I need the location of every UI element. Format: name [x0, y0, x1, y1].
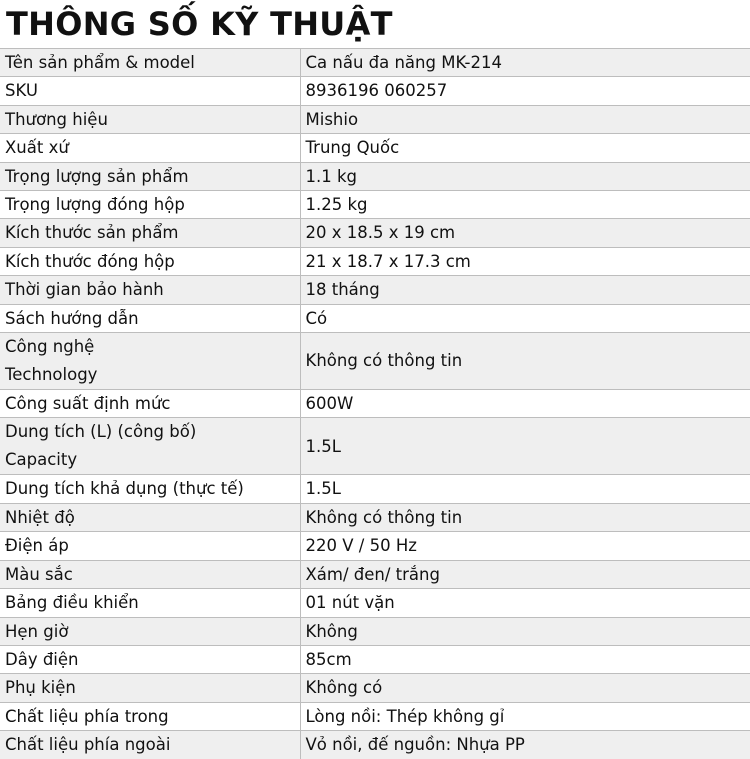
table-row	[0, 731, 750, 759]
spec-label: Hẹn giờ	[0, 617, 300, 645]
table-row	[0, 589, 750, 617]
spec-value: 8936196 060257	[300, 77, 750, 105]
table-row	[0, 77, 750, 105]
spec-label: Trọng lượng sản phẩm	[0, 162, 300, 190]
table-row	[0, 304, 750, 332]
spec-label: Điện áp	[0, 532, 300, 560]
table-row	[0, 503, 750, 531]
table-row	[0, 702, 750, 730]
spec-label: Chất liệu phía trong	[0, 702, 300, 730]
table-row	[0, 674, 750, 702]
spec-value: 21 x 18.7 x 17.3 cm	[300, 247, 750, 275]
table-row	[0, 617, 750, 645]
table-row	[0, 532, 750, 560]
table-row	[0, 219, 750, 247]
spec-value: 01 nút vặn	[300, 589, 750, 617]
spec-label-line: Capacity	[5, 450, 78, 470]
spec-label-line: Dung tích (L) (công bố)	[5, 422, 197, 442]
table-row	[0, 105, 750, 133]
spec-label: Công suất định mức	[0, 390, 300, 418]
spec-label: Tên sản phẩm & model	[0, 49, 300, 77]
spec-value: 1.5L	[300, 418, 750, 475]
spec-value: 600W	[300, 390, 750, 418]
spec-label: Màu sắc	[0, 560, 300, 588]
spec-value: Mishio	[300, 105, 750, 133]
spec-value: 85cm	[300, 645, 750, 673]
spec-label	[0, 333, 300, 390]
spec-value: Vỏ nồi, đế nguồn: Nhựa PP	[300, 731, 750, 759]
spec-value: Không có thông tin	[300, 503, 750, 531]
spec-label	[0, 418, 300, 475]
spec-value: Lòng nồi: Thép không gỉ	[300, 702, 750, 730]
spec-label: Nhiệt độ	[0, 503, 300, 531]
table-row	[0, 162, 750, 190]
spec-label-line: Technology	[5, 365, 98, 385]
spec-label: Thời gian bảo hành	[0, 276, 300, 304]
spec-label: Dung tích khả dụng (thực tế)	[0, 475, 300, 503]
spec-value: 18 tháng	[300, 276, 750, 304]
spec-value: 1.1 kg	[300, 162, 750, 190]
spec-label: Dây điện	[0, 645, 300, 673]
table-row	[0, 475, 750, 503]
page-title: THÔNG SỐ KỸ THUẬT	[6, 5, 393, 43]
spec-value: Có	[300, 304, 750, 332]
spec-table	[0, 48, 750, 759]
table-row	[0, 49, 750, 77]
spec-value: Không	[300, 617, 750, 645]
spec-label: Sách hướng dẫn	[0, 304, 300, 332]
spec-value: Không có	[300, 674, 750, 702]
table-row	[0, 276, 750, 304]
spec-label: Kích thước sản phẩm	[0, 219, 300, 247]
spec-value: 220 V / 50 Hz	[300, 532, 750, 560]
spec-label: SKU	[0, 77, 300, 105]
table-row	[0, 247, 750, 275]
spec-label: Bảng điều khiển	[0, 589, 300, 617]
table-row	[0, 191, 750, 219]
table-row	[0, 390, 750, 418]
spec-label: Thương hiệu	[0, 105, 300, 133]
spec-value: 20 x 18.5 x 19 cm	[300, 219, 750, 247]
spec-label: Chất liệu phía ngoài	[0, 731, 300, 759]
table-row	[0, 418, 750, 475]
spec-value: 1.25 kg	[300, 191, 750, 219]
spec-value: 1.5L	[300, 475, 750, 503]
spec-value: Ca nấu đa năng MK-214	[300, 49, 750, 77]
spec-label: Kích thước đóng hộp	[0, 247, 300, 275]
table-row	[0, 333, 750, 390]
spec-label: Xuất xứ	[0, 134, 300, 162]
spec-label: Phụ kiện	[0, 674, 300, 702]
spec-value: Xám/ đen/ trắng	[300, 560, 750, 588]
spec-label: Trọng lượng đóng hộp	[0, 191, 300, 219]
spec-label-line: Công nghệ	[5, 337, 95, 357]
table-row	[0, 560, 750, 588]
spec-value: Trung Quốc	[300, 134, 750, 162]
table-row	[0, 645, 750, 673]
table-row	[0, 134, 750, 162]
spec-value: Không có thông tin	[300, 333, 750, 390]
